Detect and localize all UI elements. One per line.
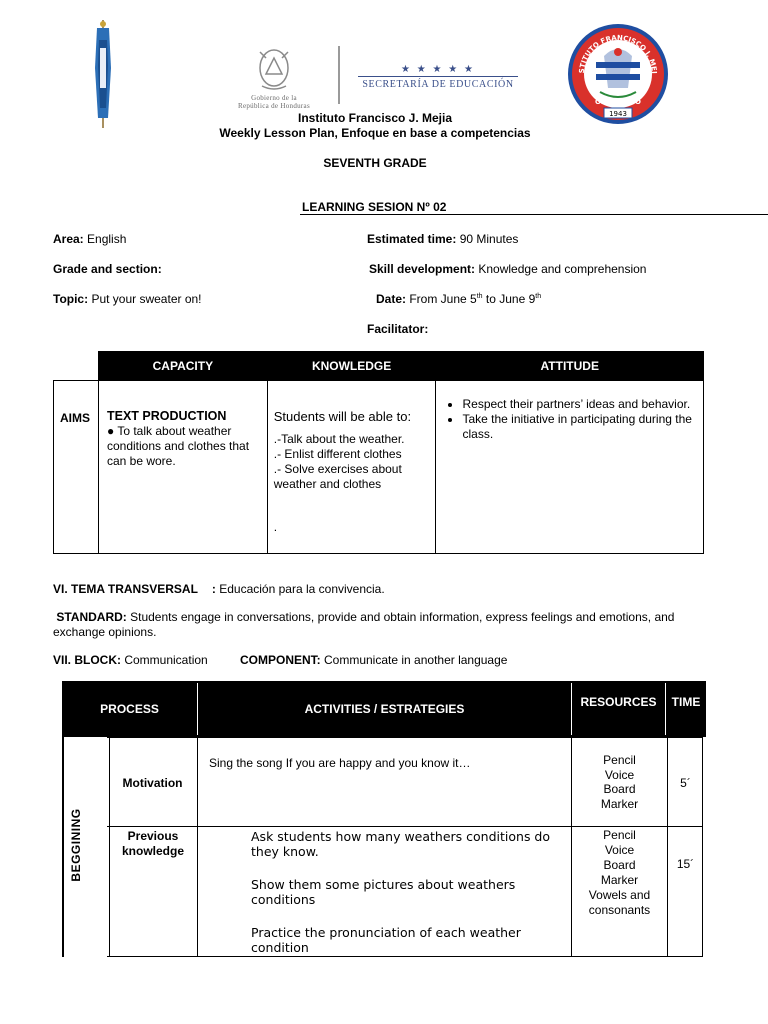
previous-knowledge-time: 15´ bbox=[676, 857, 695, 871]
stage-label: BEGGINING bbox=[69, 808, 83, 882]
process-header-divider-2 bbox=[571, 683, 572, 735]
aims-table bbox=[53, 351, 704, 554]
grade-label: Grade and section: bbox=[53, 262, 162, 276]
facilitator-label: Facilitator: bbox=[367, 322, 429, 336]
time-field bbox=[367, 232, 518, 246]
resource-item: Pencil bbox=[603, 828, 636, 842]
tema-colon: : bbox=[211, 582, 216, 596]
resources-header: RESOURCES bbox=[580, 695, 657, 709]
capacity-header: CAPACITY bbox=[98, 352, 267, 381]
area-value: English bbox=[83, 232, 127, 246]
knowledge-item-1: .-Talk about the weather. bbox=[273, 432, 405, 446]
school-name: Instituto Francisco J. Mejia bbox=[297, 111, 453, 125]
row2-div-3 bbox=[667, 826, 668, 957]
resource-item: Voice bbox=[604, 767, 635, 782]
facilitator-field bbox=[367, 322, 428, 336]
seal-year-text: 1943 bbox=[609, 110, 627, 118]
component-label: COMPONENT: bbox=[240, 653, 321, 667]
previous-knowledge-activity-2: Show them some pictures about weathers conditions bbox=[251, 877, 516, 907]
aims-header-blank bbox=[54, 352, 99, 381]
resource-item: Vowels and consonants bbox=[588, 888, 651, 917]
resource-item: Board bbox=[603, 858, 636, 872]
knowledge-dot: . bbox=[273, 520, 278, 534]
standard-value: Students engage in conversations, provide and obtain information, express feelings and emotions, and exchange opinions. bbox=[53, 610, 675, 639]
aims-header-row bbox=[54, 352, 704, 381]
block-label: VII. BLOCK: bbox=[53, 653, 121, 667]
skill-field bbox=[369, 262, 646, 276]
tema-label: VI. TEMA TRANSVERSAL bbox=[53, 582, 198, 596]
area-label: Area: bbox=[53, 232, 84, 246]
knowledge-item-3: .- Solve exercises about weather and clothes bbox=[273, 462, 402, 491]
topic-value: Put your sweater on! bbox=[88, 292, 202, 306]
aims-row-label bbox=[54, 381, 99, 554]
honduras-coat-of-arms-logo bbox=[222, 42, 326, 112]
session-title: LEARNING SESION Nº 02 bbox=[302, 200, 447, 214]
capacity-text: ● To talk about weather conditions and clothes that can be wore. bbox=[106, 424, 250, 468]
capacity-cell bbox=[98, 381, 267, 554]
resource-item: Pencil bbox=[603, 753, 636, 767]
grade-title: SEVENTH GRADE bbox=[323, 156, 427, 170]
knowledge-item-2: .- Enlist different clothes bbox=[273, 447, 402, 461]
date-to-sup: th bbox=[535, 293, 542, 300]
motivation-step: Motivation bbox=[122, 776, 183, 790]
seal-top-text: STITUTO FRANCISCO J. MEJ bbox=[577, 33, 659, 74]
standard-label: STANDARD: bbox=[56, 610, 127, 624]
component-value: Communicate in another language bbox=[320, 653, 508, 667]
knowledge-cell bbox=[267, 381, 436, 554]
aims-row bbox=[54, 381, 704, 554]
standard-paragraph bbox=[53, 610, 718, 640]
area-field bbox=[53, 232, 126, 246]
attitude-cell bbox=[436, 381, 704, 554]
date-from-sup: th bbox=[476, 293, 483, 300]
process-header-divider-3 bbox=[665, 683, 666, 735]
date-label: Date: bbox=[376, 292, 407, 306]
tema-value: Educación para la convivencia. bbox=[215, 582, 385, 596]
previous-knowledge-resources bbox=[572, 828, 667, 918]
seal-city-text: OLANCHITO bbox=[594, 98, 642, 106]
logo-divider bbox=[338, 46, 340, 104]
row1-div-1 bbox=[197, 737, 198, 827]
topic-field bbox=[53, 292, 202, 306]
attitude-item-2: • Take the initiative in participating during the class. bbox=[462, 412, 703, 442]
resource-item: Marker bbox=[600, 873, 639, 887]
secretaria-text: SECRETARÍA DE EDUCACIÓN bbox=[362, 79, 514, 90]
resource-item: Marker bbox=[600, 796, 639, 811]
secretaria-logo bbox=[358, 64, 518, 90]
attitude-item-1: • Respect their partners’ ideas and behavior. bbox=[462, 397, 703, 412]
previous-knowledge-step: Previous knowledge bbox=[121, 829, 184, 858]
time-header: TIME bbox=[671, 695, 701, 709]
resource-item: Board bbox=[603, 782, 636, 796]
block-line bbox=[53, 653, 208, 667]
grade-field bbox=[53, 262, 162, 276]
capacity-title: TEXT PRODUCTION bbox=[106, 409, 227, 423]
attitude-header: ATTITUDE bbox=[436, 352, 704, 381]
motivation-activity: Sing the song If you are happy and you know it… bbox=[209, 756, 471, 770]
row2-div-1 bbox=[197, 826, 198, 957]
topic-label: Topic: bbox=[53, 292, 89, 306]
date-to: to June 9 bbox=[482, 292, 536, 306]
activities-header: ACTIVITIES / ESTRATEGIES bbox=[304, 702, 465, 716]
component-line bbox=[240, 653, 507, 667]
date-field bbox=[376, 292, 541, 306]
date-from: From June 5 bbox=[406, 292, 477, 306]
gov-line-2: República de Honduras bbox=[237, 102, 310, 110]
gov-line-1: Gobierno de la bbox=[251, 94, 297, 102]
aims-label-text: AIMS bbox=[60, 411, 90, 425]
plan-title: Weekly Lesson Plan, Enfoque en base a competencias bbox=[219, 126, 531, 140]
block-value: Communication bbox=[121, 653, 208, 667]
tema-transversal bbox=[53, 582, 385, 596]
skill-label: Skill development: bbox=[369, 262, 476, 276]
skill-value: Knowledge and comprehension bbox=[475, 262, 647, 276]
previous-knowledge-activity-3: Practice the pronunciation of each weather condition bbox=[251, 925, 521, 955]
previous-knowledge-activity-1: Ask students how many weathers conditions do they know. bbox=[251, 829, 551, 859]
knowledge-intro: Students will be able to: bbox=[273, 409, 412, 424]
session-underline bbox=[300, 214, 768, 215]
resource-item: Voice bbox=[604, 843, 635, 857]
process-header: PROCESS bbox=[100, 702, 159, 716]
motivation-resources bbox=[572, 753, 667, 811]
secretaria-stars: ★ ★ ★ ★ ★ bbox=[401, 64, 475, 75]
time-value: 90 Minutes bbox=[456, 232, 519, 246]
motivation-time: 5´ bbox=[680, 776, 691, 790]
knowledge-header: KNOWLEDGE bbox=[267, 352, 436, 381]
attitude-list bbox=[436, 397, 703, 442]
time-label: Estimated time: bbox=[367, 232, 457, 246]
secretaria-rule bbox=[358, 76, 518, 77]
